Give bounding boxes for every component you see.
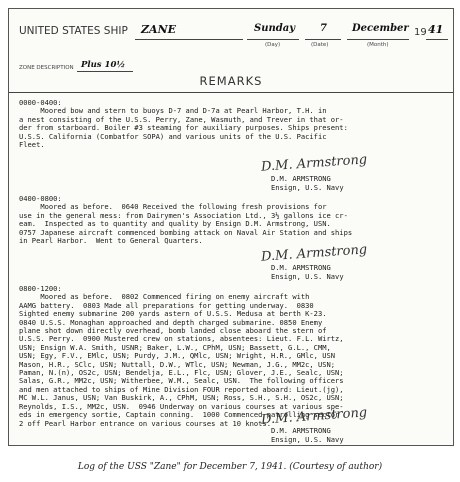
- date-value: 7: [320, 23, 327, 34]
- signature-1: D.M. Armstrong: [260, 152, 368, 175]
- log-line: eam. Inspected as to quantity and quality by Ensign D.M. Armstrong, USN.: [19, 219, 331, 229]
- log-line: AAMG battery. 0803 Made all preparations for getting underway. 0830: [19, 300, 314, 310]
- log-line: in Pearl Harbor. Went to General Quarters.: [19, 236, 203, 246]
- year-suffix: 41: [428, 23, 444, 36]
- log-line: 2 off Pearl Harbor entrance on various courses at 10 knots.: [19, 418, 271, 428]
- log-line: U.S.S. Perry. 0900 Mustered crew on stations, absentees: Lieut. F.L. Wirtz,: [19, 334, 344, 344]
- ship-name-rule: [135, 39, 243, 40]
- log-line: Reynolds, I.S., MM2c, USN. 0946 Underway on various courses at various spe-: [19, 401, 344, 411]
- watch-time: 0400-0800:: [19, 194, 62, 203]
- year-rule: [426, 39, 448, 40]
- log-line: plane shot down directly overhead, bomb landed close aboard the stern of: [19, 326, 327, 336]
- signer-rank-1: Ensign, U.S. Navy: [271, 183, 344, 192]
- signer-name-1: D.M. ARMSTRONG: [271, 174, 331, 183]
- signature-2: D.M. Armstrong: [260, 242, 368, 265]
- year-prefix: 19: [414, 27, 427, 38]
- log-line: USN; Egy, F.V., EMlc, USN; Purdy, J.M., QMlc, USN; Wright, H.R., GMlc, USN: [19, 351, 336, 361]
- watch-entry-0000: [19, 99, 449, 149]
- log-line: 0840 U.S.S. Monaghan approached and depth charged submarine. 0850 Enemy: [19, 317, 323, 327]
- log-line: Sighted enemy submarine 200 yards astern of U.S.S. Medusa at berth K-23.: [19, 309, 327, 319]
- date-rule: [305, 39, 341, 40]
- day-caption: (Day): [265, 42, 281, 48]
- day-rule: [247, 39, 299, 40]
- log-line: USN; Ensign W.A. Smith, USNR; Baker, L.W., CPhM, USN; Bassett, G.L., CMM,: [19, 342, 331, 352]
- watch-time: 0000-0400:: [19, 98, 62, 107]
- ship-label: UNITED STATES SHIP: [19, 25, 128, 37]
- log-line: Moored as before. 0802 Commenced firing on enemy aircraft with: [19, 292, 310, 302]
- remarks-heading: REMARKS: [199, 74, 263, 88]
- signature-3: D.M. Armstrong: [260, 405, 368, 428]
- date-caption: (Date): [311, 42, 329, 48]
- log-line: a nest consisting of the U.S.S. Perry, Zane, Wasmuth, and Trever in that or-: [19, 114, 344, 124]
- zone-value: Plus 10½: [81, 60, 126, 70]
- log-line: Moored as before. 0640 Received the following fresh provisions for: [19, 202, 327, 212]
- remarks-rule: [9, 92, 453, 93]
- log-line: Fleet.: [19, 140, 45, 150]
- log-line: use in the general mess: from Dairymen's Association Ltd., 3½ gallons ice cr-: [19, 210, 348, 220]
- log-line: MC W.L. Janus, USN; Van Buskirk, A., CPhM, USN; Ross, S.H., S.H., OS2c, USN;: [19, 393, 344, 403]
- log-line: 0757 Japanese aircraft commenced bombing attack on Naval Air Station and ships: [19, 227, 353, 237]
- signer-rank-2: Ensign, U.S. Navy: [271, 272, 344, 281]
- signer-name-3: D.M. ARMSTRONG: [271, 426, 331, 435]
- figure-caption: Log of the USS "Zane" for December 7, 1941. (Courtesy of author): [77, 462, 383, 472]
- month-value: December: [352, 23, 409, 34]
- log-line: U.S.S. California (Combatfor SOPA) and various units of the U.S. Pacific: [19, 131, 327, 141]
- watch-entry-0800: [19, 285, 449, 428]
- watch-time: 0800-1200:: [19, 284, 62, 293]
- log-sheet: [8, 8, 454, 446]
- log-line: Mason, H.R., SClc, USN; Nuttall, D.W., WTlc, USN; Newman, J.G., MM2c, USN;: [19, 359, 336, 369]
- log-line: Moored bow and stern to buoys D-7 and D-7a at Pearl Harbor, T.H. in: [19, 106, 327, 116]
- log-line: and men attached to ships of Mine Division FOUR reported aboard: Lieut.(jg),: [19, 384, 344, 394]
- log-line: Paman, N.(n), OS2c, USN; Bendelja, E.L., Flc, USN; Glover, J.E., Sealc, USN;: [19, 368, 344, 378]
- log-line: eds in emergency sortie, Captain conning. 1000 Commenced patrolling sector: [19, 410, 340, 420]
- signer-rank-3: Ensign, U.S. Navy: [271, 435, 344, 444]
- watch-entry-0400: [19, 195, 449, 245]
- zone-rule: [77, 71, 133, 72]
- month-rule: [347, 39, 409, 40]
- month-caption: (Month): [367, 42, 389, 48]
- log-line: der from starboard. Boiler #3 steaming for auxiliary purposes. Ships present:: [19, 123, 348, 133]
- ship-name: ZANE: [141, 23, 177, 36]
- log-line: Salas, G.R., MM2c, USN; Witherbee, W.M., Sealc, USN. The following officers: [19, 376, 344, 386]
- signer-name-2: D.M. ARMSTRONG: [271, 263, 331, 272]
- zone-label: ZONE DESCRIPTION: [19, 65, 74, 71]
- day-value: Sunday: [254, 23, 296, 34]
